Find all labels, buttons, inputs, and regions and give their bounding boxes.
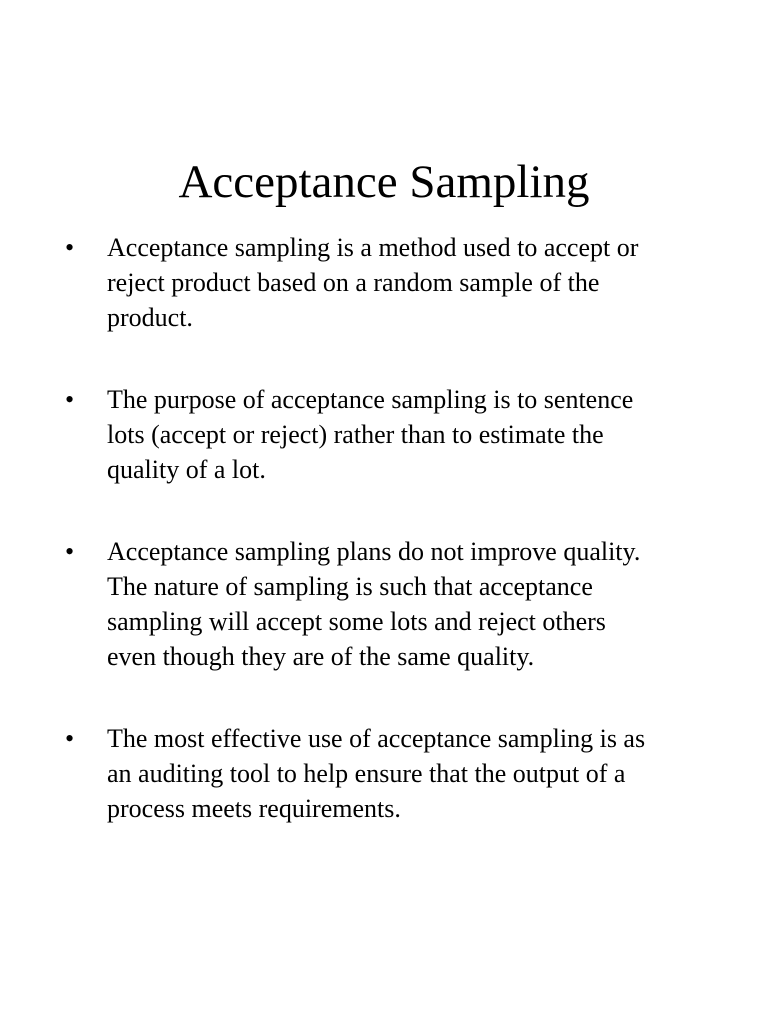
bullet-icon: • — [65, 724, 75, 753]
bullet-icon: • — [65, 233, 75, 262]
bullet-icon: • — [65, 537, 75, 566]
bullet-line: lots (accept or reject) rather than to estimate the — [107, 420, 604, 449]
bullet-line: an auditing tool to help ensure that the output of a — [107, 759, 626, 788]
bullet-line: The most effective use of acceptance sampling is as — [107, 724, 646, 753]
bullet-text — [107, 534, 707, 674]
bullet-line: product. — [107, 303, 193, 332]
slide-title: Acceptance Sampling — [178, 156, 590, 208]
bullet-line: Acceptance sampling is a method used to accept or — [107, 233, 639, 262]
bullet-text — [107, 230, 707, 335]
bullet-line: Acceptance sampling plans do not improve quality. — [107, 537, 641, 566]
bullet-line: The nature of sampling is such that acceptance — [107, 572, 593, 601]
bullet-item — [0, 230, 768, 335]
bullet-item — [0, 721, 768, 826]
bullet-line: even though they are of the same quality. — [107, 642, 535, 671]
bullet-line: The purpose of acceptance sampling is to sentence — [107, 385, 634, 414]
bullet-text — [107, 382, 707, 487]
bullet-icon: • — [65, 385, 75, 414]
bullet-line: process meets requirements. — [107, 794, 401, 823]
bullet-text — [107, 721, 707, 826]
bullet-list — [0, 230, 768, 826]
bullet-line: quality of a lot. — [107, 455, 266, 484]
bullet-line: sampling will accept some lots and reject others — [107, 607, 606, 636]
bullet-item — [0, 382, 768, 487]
bullet-line: reject product based on a random sample of the — [107, 268, 600, 297]
bullet-item — [0, 534, 768, 674]
